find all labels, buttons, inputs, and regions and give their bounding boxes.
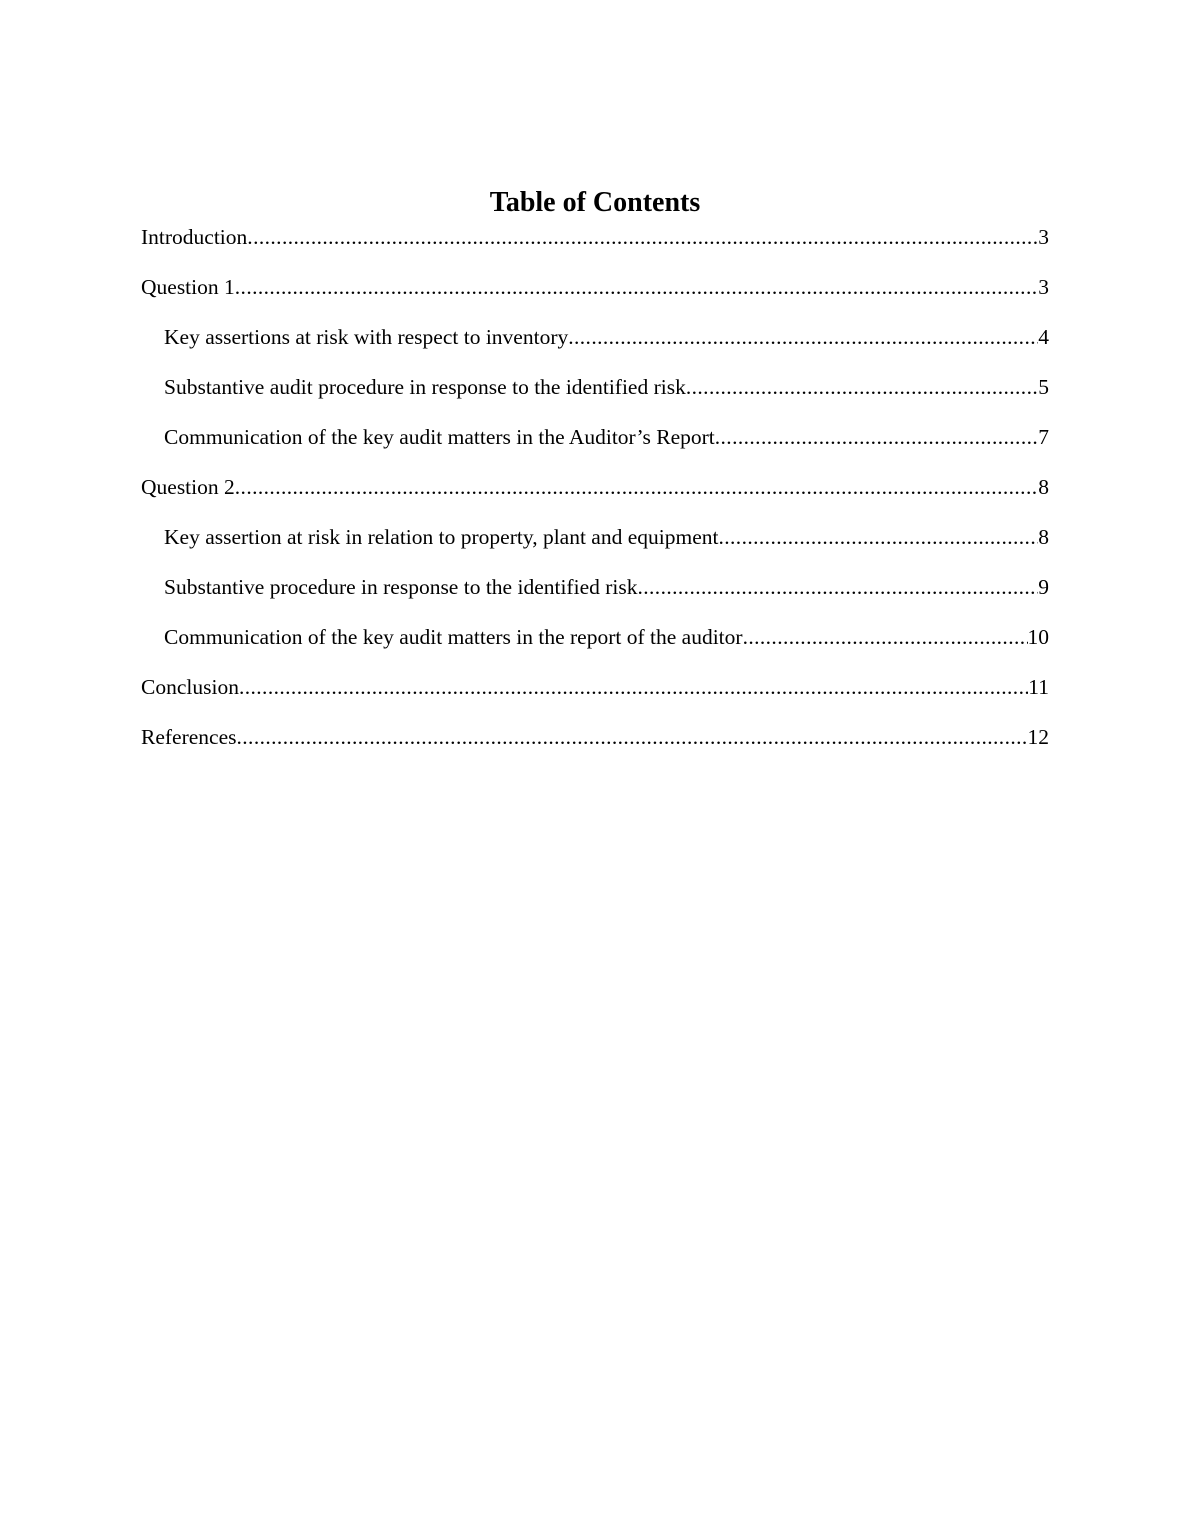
dot-leader xyxy=(235,472,1038,502)
toc-entry-text: References xyxy=(141,722,237,752)
dot-leader xyxy=(715,422,1039,452)
toc-entry-text: Communication of the key audit matters in the Auditor’s Report xyxy=(164,422,715,452)
toc-entry-substantive-audit-procedure[interactable] xyxy=(141,372,1049,422)
toc-page-number: 11 xyxy=(1028,672,1049,702)
dot-leader xyxy=(718,522,1038,552)
toc-entry-text: Communication of the key audit matters in the report of the auditor xyxy=(164,622,743,652)
dot-leader xyxy=(743,622,1028,652)
toc-entry-references[interactable] xyxy=(141,722,1049,772)
toc-page-number: 3 xyxy=(1038,222,1049,252)
toc-entry-key-assertion-ppe[interactable] xyxy=(141,522,1049,572)
toc-entry-text: Question 1 xyxy=(141,272,235,302)
dot-leader xyxy=(237,722,1028,752)
toc-entry-communication-report-of-auditor[interactable] xyxy=(141,622,1049,672)
dot-leader xyxy=(568,322,1038,352)
toc-page-number: 8 xyxy=(1038,522,1049,552)
toc-page-number: 9 xyxy=(1038,572,1049,602)
toc-page-number: 8 xyxy=(1038,472,1049,502)
toc-entry-text: Question 2 xyxy=(141,472,235,502)
toc-page-number: 12 xyxy=(1028,722,1050,752)
toc-entry-communication-auditors-report[interactable] xyxy=(141,422,1049,472)
toc-entry-key-assertions-inventory[interactable] xyxy=(141,322,1049,372)
toc-entry-substantive-procedure[interactable] xyxy=(141,572,1049,622)
toc-entry-text: Conclusion xyxy=(141,672,239,702)
toc-entry-text: Introduction xyxy=(141,222,247,252)
toc-page-number: 4 xyxy=(1038,322,1049,352)
toc-entry-text: Key assertions at risk with respect to inventory xyxy=(164,322,568,352)
toc-entry-question-1[interactable] xyxy=(141,272,1049,322)
toc-entry-text: Substantive audit procedure in response to the identified risk xyxy=(164,372,686,402)
toc-page-number: 5 xyxy=(1038,372,1049,402)
table-of-contents xyxy=(141,222,1049,772)
toc-entry-text: Substantive procedure in response to the identified risk xyxy=(164,572,637,602)
dot-leader xyxy=(637,572,1038,602)
dot-leader xyxy=(686,372,1038,402)
toc-entry-text: Key assertion at risk in relation to property, plant and equipment xyxy=(164,522,718,552)
toc-page-number: 7 xyxy=(1038,422,1049,452)
toc-entry-introduction[interactable] xyxy=(141,222,1049,272)
toc-page-number: 3 xyxy=(1038,272,1049,302)
dot-leader xyxy=(239,672,1028,702)
dot-leader xyxy=(247,222,1038,252)
dot-leader xyxy=(235,272,1038,302)
toc-page-number: 10 xyxy=(1028,622,1050,652)
toc-entry-question-2[interactable] xyxy=(141,472,1049,522)
toc-title: Table of Contents xyxy=(489,187,701,218)
toc-entry-conclusion[interactable] xyxy=(141,672,1049,722)
